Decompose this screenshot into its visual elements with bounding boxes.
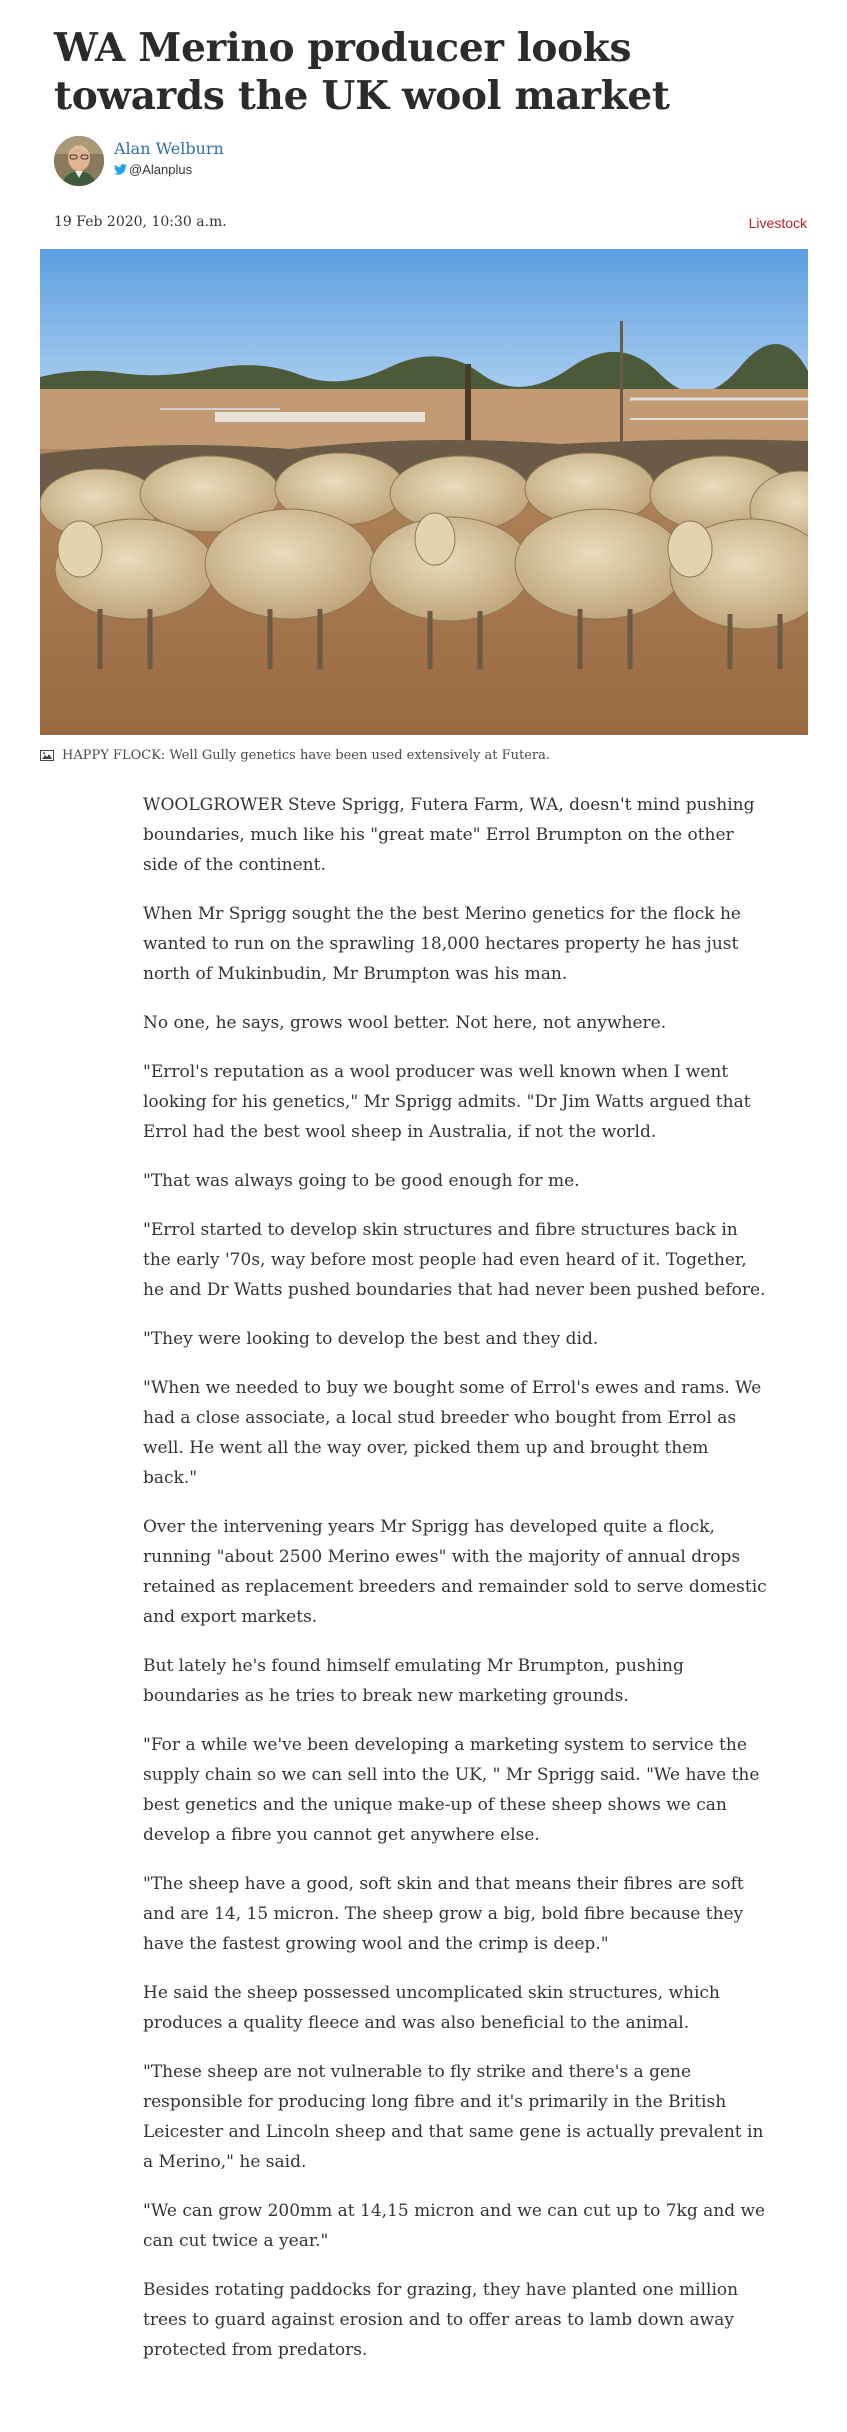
image-icon [40, 750, 54, 761]
paragraph: "The sheep have a good, soft skin and that means their fibres are soft and are 14, 15 micron. The sheep grow a big, bold fibre because they have the fastest growing wool and the crimp is deep." [143, 1874, 744, 1954]
paragraph: Over the intervening years Mr Sprigg has developed quite a flock, running "about 2500 Merino ewes" with the majority of annual drops retained as replacement breeders and remainder sold to serve domestic and export markets. [143, 1517, 767, 1627]
paragraph: "These sheep are not vulnerable to fly strike and there's a gene responsible for producing long fibre and it's primarily in the British Leicester and Lincoln sheep and that same gene is actually prevalent in a Merino," he said. [143, 2062, 764, 2172]
author-handle: @Alanplus [129, 162, 193, 177]
paragraph: No one, he says, grows wool better. Not here, not anywhere. [143, 1013, 667, 1033]
paragraph: When Mr Sprigg sought the the best Merino genetics for the flock he wanted to run on the sprawling 18,000 hectares property he has just north of Mukinbudin, Mr Brumpton was his man. [143, 904, 741, 984]
paragraph: Besides rotating paddocks for grazing, they have planted one million trees to guard against erosion and to offer areas to lamb down away protected from predators. [143, 2280, 739, 2360]
paragraph: "For a while we've been developing a marketing system to service the supply chain so we can sell into the UK, " Mr Sprigg said. "We have the best genetics and the unique make-up of these sheep shows we can develop a fibre you cannot get anywhere else. [143, 1735, 760, 1845]
paragraph: But lately he's found himself emulating Mr Brumpton, pushing boundaries as he tries to break new marketing grounds. [143, 1656, 684, 1706]
hero-image[interactable] [40, 249, 808, 735]
image-caption [40, 748, 550, 763]
paragraph: "Errol started to develop skin structures and fibre structures back in the early '70s, way before most people had even heard of it. Together, he and Dr Watts pushed boundaries that had never been pushed before. [143, 1220, 766, 1300]
caption-text: HAPPY FLOCK: Well Gully genetics have been used extensively at Futera. [62, 748, 550, 763]
section-link-livestock[interactable]: Livestock [748, 215, 807, 231]
author-twitter[interactable] [114, 162, 192, 177]
paragraph: "That was always going to be good enough for me. [143, 1171, 580, 1191]
paragraph: "When we needed to buy we bought some of Errol's ewes and rams. We had a close associate, a local stud breeder who bought from Errol as well. He went all the way over, picked them up and brought them back." [143, 1378, 762, 1488]
paragraph: "Errol's reputation as a wool producer was well known when I went looking for his genetics," Mr Sprigg admits. "Dr Jim Watts argued that Errol had the best wool sheep in Australia, if not the world. [143, 1062, 751, 1142]
paragraph: WOOLGROWER Steve Sprigg, Futera Farm, WA, doesn't mind pushing boundaries, much like his "great mate" Errol Brumpton on the other side of the continent. [143, 795, 755, 875]
article-body [143, 790, 767, 2384]
twitter-bird-icon [114, 164, 127, 175]
publish-date: 19 Feb 2020, 10:30 a.m. [54, 214, 227, 230]
paragraph: "They were looking to develop the best and they did. [143, 1329, 599, 1349]
author-avatar[interactable] [54, 136, 104, 186]
author-name-link[interactable]: Alan Welburn [114, 139, 224, 158]
paragraph: "We can grow 200mm at 14,15 micron and we can cut up to 7kg and we can cut twice a year." [143, 2201, 766, 2251]
author-byline [54, 136, 454, 190]
article-headline: WA Merino producer looks towards the UK wool market [54, 25, 670, 119]
paragraph: He said the sheep possessed uncomplicated skin structures, which produces a quality fleece and was also beneficial to the animal. [143, 1983, 720, 2033]
